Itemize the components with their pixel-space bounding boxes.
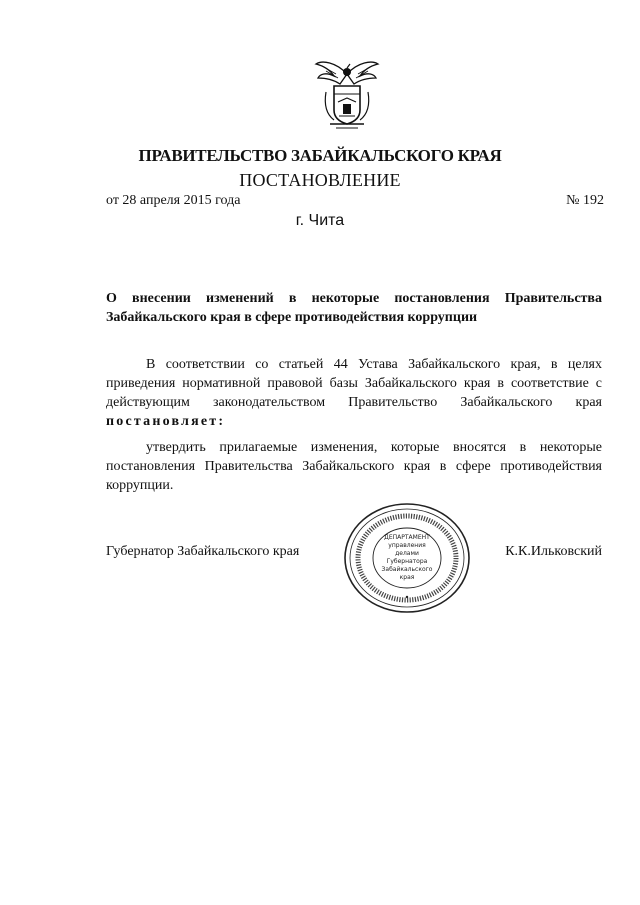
document-number: № 192	[566, 193, 604, 208]
government-title: ПРАВИТЕЛЬСТВО ЗАБАЙКАЛЬСКОГО КРАЯ	[138, 146, 502, 165]
stamp-line-6: края	[399, 574, 415, 581]
document-date: от 28 апреля 2015 года	[106, 193, 241, 208]
document-type: ПОСТАНОВЛЕНИЕ	[239, 170, 401, 190]
stamp-line-1: ДЕПАРТАМЕНТ	[384, 534, 430, 541]
signer-position: Губернатор Забайкальского края	[106, 544, 300, 559]
stamp-line-5: Забайкальского	[381, 566, 433, 573]
document-city: г. Чита	[295, 212, 345, 229]
signer-name: К.К.Ильковский	[505, 544, 602, 559]
decree-paragraph: утвердить прилагаемые изменения, которые вносятся в некоторые постановления Правительства Забайкальского края в сфере противодействия коррупции.	[106, 440, 602, 493]
decree-verb: постановляет:	[106, 414, 226, 429]
document-subject: О внесении изменений в некоторые постановления Правительства Забайкальского края в сфере противодействия коррупции	[106, 291, 602, 325]
stamp-line-3: делами	[395, 550, 419, 557]
stamp-line-4: Губернатора	[386, 558, 428, 565]
official-stamp	[340, 500, 474, 616]
preamble-text: В соответствии со статьей 44 Устава Забайкальского края, в целях приведения нормативной правовой базы Забайкальского края в соответствие с действующим законодательством Правительство Забайкальского края	[106, 357, 602, 410]
coat-of-arms-icon	[312, 52, 382, 134]
stamp-line-2: управления	[388, 542, 426, 549]
preamble-paragraph	[106, 355, 602, 431]
